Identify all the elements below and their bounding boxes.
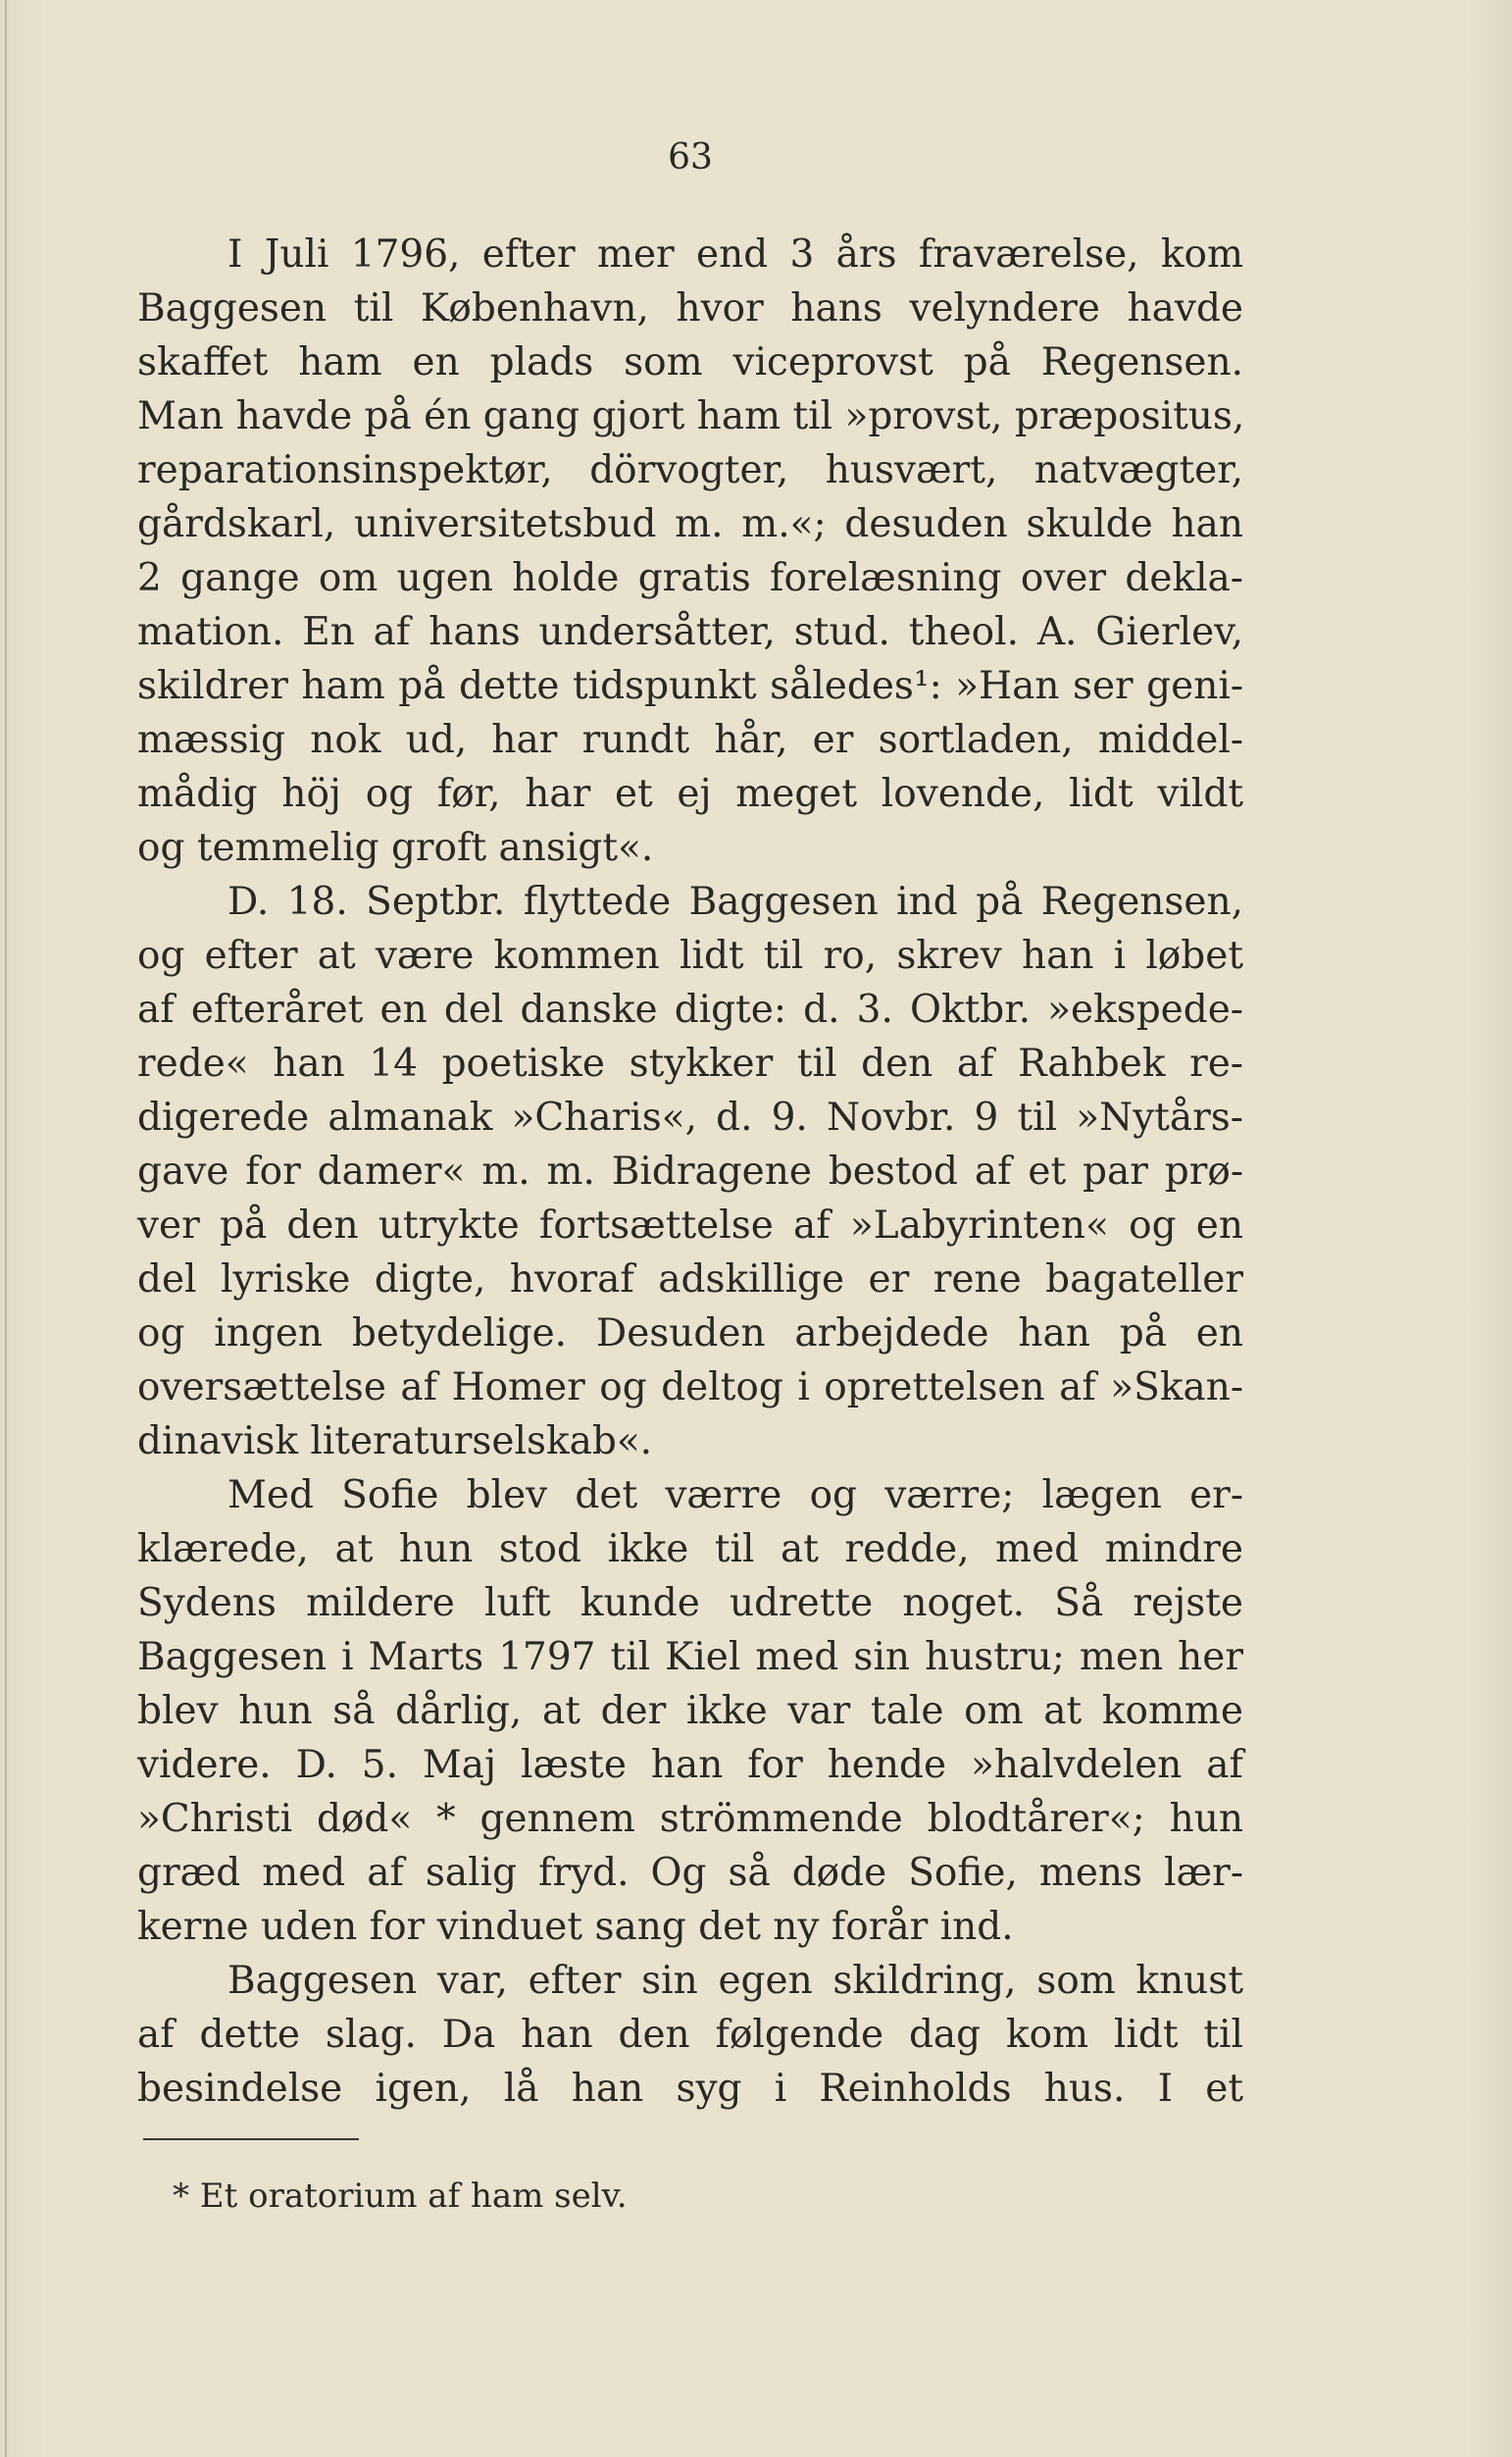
text-line: af efteråret en del danske digte: d. 3. Oktbr. »ekspede-	[137, 988, 1243, 1032]
footnote: * Et oratorium af ham selv.	[173, 2176, 628, 2216]
text-line: af dette slag. Da han den følgende dag kom lidt til	[137, 2013, 1243, 2057]
text-line: Sydens mildere luft kunde udrette noget. Så rejste	[137, 1581, 1243, 1625]
text-line: gave for damer« m. m. Bidragene bestod af et par prø-	[137, 1150, 1243, 1194]
text-line: mæssig nok ud, har rundt hår, er sortladen, middel-	[137, 718, 1243, 762]
page-number: 63	[668, 137, 713, 178]
text-line: og efter at være kommen lidt til ro, skrev han i løbet	[137, 934, 1243, 978]
text-line: blev hun så dårlig, at der ikke var tale om at komme	[137, 1689, 1243, 1733]
text-line: dinavisk literaturselskab«.	[137, 1419, 653, 1463]
body-text	[137, 228, 1243, 2116]
text-line: mation. En af hans undersåtter, stud. theol. A. Gierlev,	[137, 610, 1243, 654]
text-line: »Christi død« * gennem strömmende blodtårer«; hun	[137, 1797, 1243, 1841]
text-line: Baggesen var, efter sin egen skildring, som knust	[227, 1959, 1243, 2003]
text-line: digerede almanak »Charis«, d. 9. Novbr. 9 til »Nytårs-	[137, 1096, 1243, 1140]
text-line: Man havde på én gang gjort ham til »provst, præpositus,	[137, 394, 1245, 438]
text-line: Med Sofie blev det værre og værre; lægen er-	[227, 1473, 1243, 1517]
text-line: I Juli 1796, efter mer end 3 års fraværelse, kom	[227, 232, 1243, 277]
text-line: 2 gange om ugen holde gratis forelæsning over dekla-	[137, 556, 1243, 600]
text-line: græd med af salig fryd. Og så døde Sofie, mens lær-	[137, 1851, 1243, 1895]
text-line: ver på den utrykte fortsættelse af »Labyrinten« og en	[137, 1203, 1243, 1248]
page-edge	[5, 0, 7, 2457]
text-line: og temmelig groft ansigt«.	[137, 826, 654, 870]
text-line: del lyriske digte, hvoraf adskillige er rene bagateller	[137, 1257, 1243, 1302]
text-line: D. 18. Septbr. flyttede Baggesen ind på Regensen,	[227, 880, 1243, 924]
text-line: videre. D. 5. Maj læste han for hende »halvdelen af	[137, 1743, 1243, 1787]
text-line: skaffet ham en plads som viceprovst på Regensen.	[137, 340, 1243, 384]
text-line: Baggesen i Marts 1797 til Kiel med sin hustru; men her	[137, 1635, 1243, 1679]
text-line: mådig höj og før, har et ej meget lovende, lidt vildt	[137, 772, 1243, 816]
text-line: Baggesen til København, hvor hans velyndere havde	[137, 286, 1243, 331]
text-line: kerne uden for vinduet sang det ny forår ind.	[137, 1905, 1014, 1949]
text-line: skildrer ham på dette tidspunkt således¹: »Han ser geni-	[137, 664, 1243, 708]
text-line: og ingen betydelige. Desuden arbejdede han på en	[137, 1311, 1243, 1356]
text-line: rede« han 14 poetiske stykker til den af Rahbek re-	[137, 1042, 1243, 1086]
text-line: reparationsinspektør, dörvogter, husvært, natvægter,	[137, 448, 1243, 492]
text-line: gårdskarl, universitetsbud m. m.«; desuden skulde han	[137, 502, 1243, 546]
text-line: oversættelse af Homer og deltog i oprettelsen af »Skan-	[137, 1365, 1243, 1409]
footnote-divider	[143, 2138, 359, 2140]
text-line: besindelse igen, lå han syg i Reinholds hus. I et	[137, 2067, 1243, 2111]
text-line: klærede, at hun stod ikke til at redde, med mindre	[137, 1527, 1243, 1571]
